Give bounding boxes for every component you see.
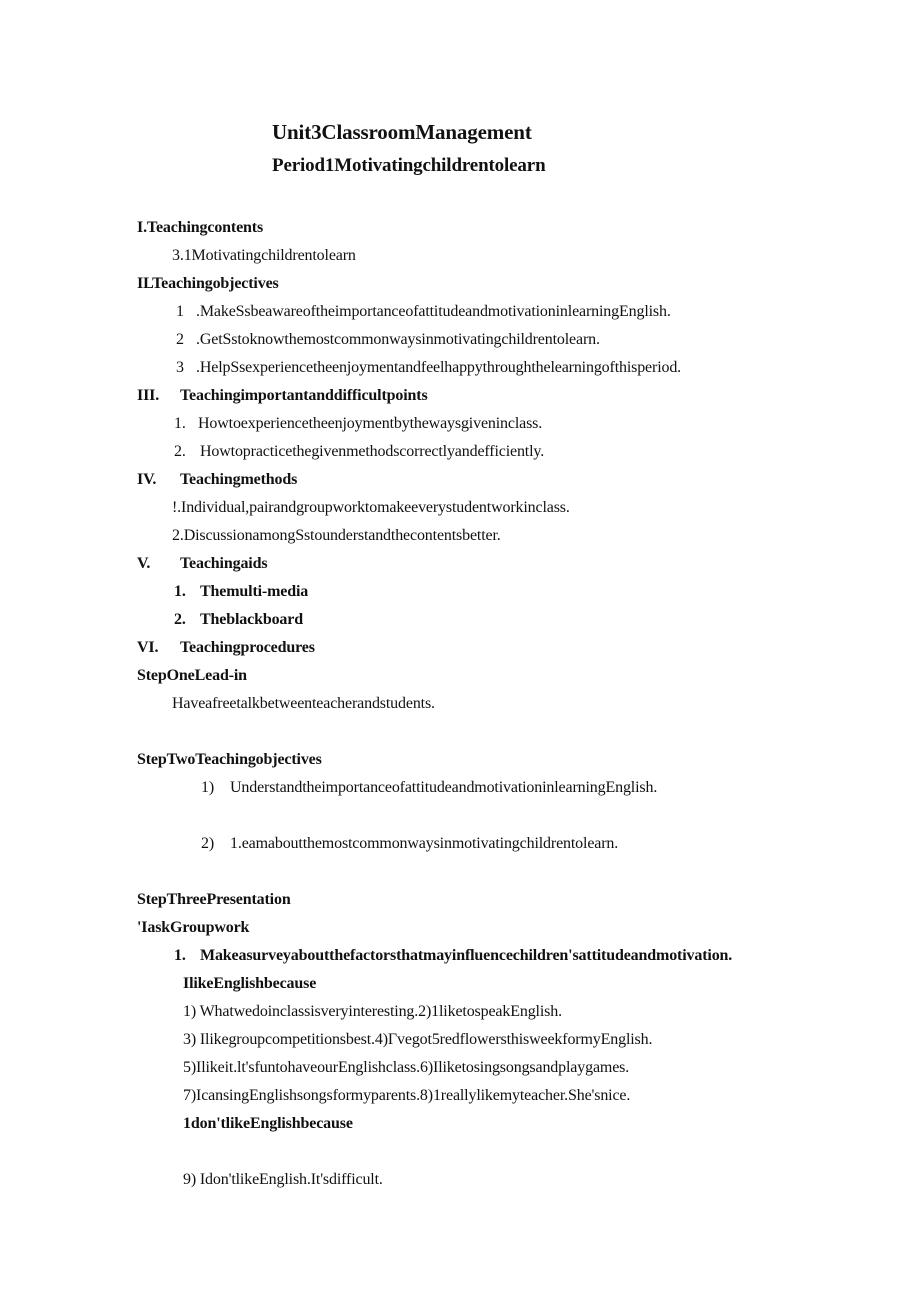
contents-heading: I.Teachingcontents — [137, 219, 264, 236]
step-one-text: Haveafreetalkbetweenteacherandstudents. — [172, 695, 435, 712]
survey-text: Makeasurveyaboutthefactorsthatmayinfluencechildren'sattitudeandmotivation. — [200, 947, 733, 964]
like-reason: 5)Ilikeit.lt'sfuntohaveourEnglishclass.6)Iliketosingsongsandplaygames. — [183, 1059, 630, 1076]
points-number: III. — [137, 387, 160, 404]
methods-title: Teachingmethods — [180, 471, 298, 488]
step-two-item — [201, 834, 618, 854]
aid-number: 1. — [174, 583, 186, 600]
page-title: Unit3ClassroomManagement — [272, 120, 532, 144]
step-two-text: 1.eamaboutthemostcommonwaysinmotivatingchildrentolearn. — [230, 835, 619, 852]
procedures-title: Teachingprocedures — [180, 639, 315, 656]
objective-text: .GetSstoknowthemostcommonwaysinmotivatingchildrentolearn. — [196, 331, 600, 348]
objective-item — [176, 358, 681, 378]
methods-number: IV. — [137, 471, 157, 488]
like-heading: IlikeEnglishbecause — [183, 975, 317, 992]
point-text: Howtopracticethegivenmethodscorrectlyandefficiently. — [200, 443, 545, 460]
objective-number: 2 — [176, 331, 184, 348]
survey-item — [174, 946, 732, 966]
point-item — [174, 414, 542, 434]
methods-heading — [137, 470, 297, 490]
dislike-reason: 9) Idon'tlikeEnglish.It'sdifficult. — [183, 1171, 383, 1188]
aid-item — [174, 582, 308, 602]
objective-text: .HelpSsexperiencetheenjoymentandfeelhappythroughthelearningofthisperiod. — [196, 359, 682, 376]
point-item — [174, 442, 544, 462]
point-number: 1. — [174, 415, 186, 432]
objectives-heading: ILTeachingobjectives — [137, 275, 279, 292]
dislike-heading: 1don'tlikeEnglishbecause — [183, 1115, 353, 1132]
method-item: !.Individual,pairandgroupworktomakeeverystudentworkinclass. — [172, 499, 570, 516]
point-number: 2. — [174, 443, 186, 460]
like-reason: 7)IcansingEnglishsongsformyparents.8)1reallylikemyteacher.She'snice. — [183, 1087, 631, 1104]
objective-text: .MakeSsbeawareoftheimportanceofattitudeandmotivationinlearningEnglish. — [196, 303, 671, 320]
objective-number: 1 — [176, 303, 184, 320]
aids-title: Teachingaids — [180, 555, 268, 572]
task-heading: 'IaskGroupwork — [137, 919, 250, 936]
page-subtitle: Period1Motivatingchildrentolearn — [272, 155, 546, 176]
points-title: Teachingimportantanddifficultpoints — [180, 387, 428, 404]
points-heading — [137, 386, 428, 406]
method-item: 2.DiscussionamongSstounderstandthecontentsbetter. — [172, 527, 501, 544]
aid-item — [174, 610, 303, 630]
aids-heading — [137, 554, 267, 574]
aid-text: Themulti-media — [200, 583, 309, 600]
objective-item — [176, 302, 671, 322]
step-three-heading: StepThreePresentation — [137, 891, 291, 908]
step-two-text: UnderstandtheimportanceofattitudeandmotivationinlearningEnglish. — [230, 779, 658, 796]
aids-number: V. — [137, 555, 151, 572]
like-reason: 3) Ilikegroupcompetitionsbest.4)Γvegot5redflowersthisweekformyEnglish. — [183, 1031, 653, 1048]
like-reason: 1) Whatwedoinclassisveryinteresting.2)1liketospeakEnglish. — [183, 1003, 562, 1020]
survey-number: 1. — [174, 947, 186, 964]
step-two-item — [201, 778, 657, 798]
step-two-number: 2) — [201, 835, 215, 852]
step-two-heading: StepTwoTeachingobjectives — [137, 751, 322, 768]
procedures-number: VI. — [137, 639, 159, 656]
procedures-heading — [137, 638, 315, 658]
point-text: Howtoexperiencetheenjoymentbythewaysgiveninclass. — [198, 415, 543, 432]
step-two-number: 1) — [201, 779, 215, 796]
aid-number: 2. — [174, 611, 186, 628]
objective-item — [176, 330, 600, 350]
objective-number: 3 — [176, 359, 184, 376]
contents-item: 3.1Motivatingchildrentolearn — [172, 247, 356, 264]
aid-text: Theblackboard — [200, 611, 303, 628]
step-one-heading: StepOneLead-in — [137, 667, 247, 684]
